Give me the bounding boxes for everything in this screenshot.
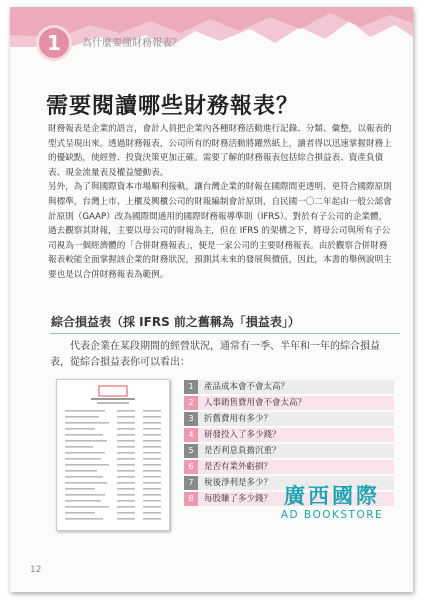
question-item xyxy=(184,444,394,458)
question-item xyxy=(184,412,394,426)
question-text: 人事銷售費用會不會太高？ xyxy=(198,396,394,410)
bookstore-logo-watermark xyxy=(272,483,392,531)
question-text: 折舊費用有多少？ xyxy=(198,412,394,426)
question-text: 稅後淨利是多少？ xyxy=(198,476,394,490)
question-number: 2 xyxy=(184,396,198,410)
question-item xyxy=(184,460,394,474)
book-page xyxy=(10,7,413,592)
question-number: 3 xyxy=(184,412,198,426)
question-number: 5 xyxy=(184,444,198,458)
question-number: 1 xyxy=(184,380,198,394)
paragraph-1: 財務報表是企業的語言，會計人員把企業內各種財務活動進行記錄、分類、彙整，以報表的型式呈現出來。透過財務報表，公司所有的財務活動將躍然紙上，讀者得以迅速掌握財務上的優缺點，使經營、投資決策更加正確。需要了解的財務報表包括綜合損益表、資產負債表、現金流量表及權益變動表。 xyxy=(48,124,392,178)
question-number: 4 xyxy=(184,428,198,442)
question-number: 6 xyxy=(184,460,198,474)
question-text: 是否有業外虧損？ xyxy=(198,460,394,474)
page-number: 12 xyxy=(30,565,42,575)
logo-english-text: AD BOOKSTORE xyxy=(280,509,384,521)
question-item xyxy=(184,396,394,410)
income-statement-thumbnail xyxy=(56,379,170,531)
chapter-title: 為什麼要懂財務報表？ xyxy=(82,38,182,49)
chapter-number-badge: 1 xyxy=(36,25,72,61)
question-text: 研發投入了多少錢？ xyxy=(198,428,394,442)
question-number: 8 xyxy=(184,492,198,506)
section-title: 綜合損益表（採 IFRS 前之舊稱為「損益表」） xyxy=(51,315,300,329)
question-text: 產品成本會不會太高？ xyxy=(198,380,394,394)
question-text: 每股賺了多少錢？ xyxy=(198,492,394,506)
section-intro: 代表企業在某段期間的經營狀況，通常有一季、半年和一年的綜合損益表，從綜合損益表你可以看出： xyxy=(50,341,380,368)
logo-chinese-text: 廣西國際 xyxy=(284,484,380,508)
question-text: 是否利息負擔沉重？ xyxy=(198,444,394,458)
question-item xyxy=(184,428,394,442)
page-title: 需要閱讀哪些財務報表？ xyxy=(46,93,300,119)
paragraph-2: 另外，為了與國際資本市場順利接軌，讓台灣企業的財報在國際間更透明、更符合國際原則與標準，台灣上市、上櫃及興櫃公司的財報編制會計原則，自民國一〇二年起由一般公認會計原則（GAAP）改為國際間通用的國際財務報導準則（IFRS）。對於有子公司的企業體，過去觀察其財報，主要以母公司的財報為主，但在 IFRS 的架構之下，將母公司與所有子公司視為一個經濟體的「合併財務報表」，便是一家公司的主要財務報表。由於觀察合併財務報表較能全面掌握該企業的財務狀況，預測其未來的發展與價值，因此，本書的舉例說明主要也是以合併財務報表為範例。 xyxy=(48,182,392,280)
section-divider xyxy=(50,333,400,334)
body-text xyxy=(48,122,393,283)
question-item xyxy=(184,380,394,394)
question-number: 7 xyxy=(184,476,198,490)
